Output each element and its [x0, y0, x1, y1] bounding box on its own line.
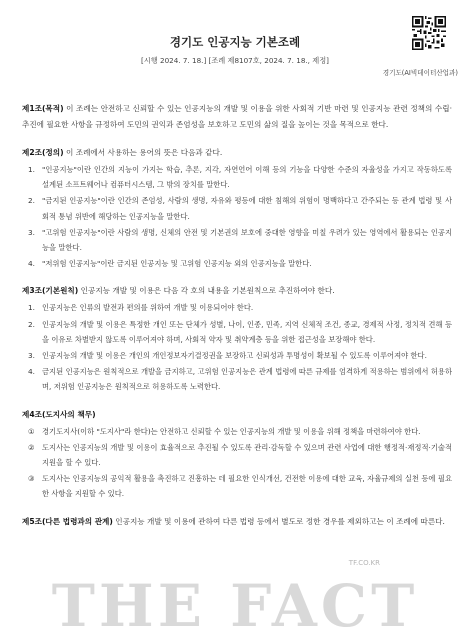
article-heading	[22, 407, 452, 423]
item-number: ①	[28, 426, 35, 436]
article-text: 이 조례는 안전하고 신뢰할 수 있는 인공지능의 개발 및 이용을 위한 사회적 기반 마련 및 인공지능 관련 정책의 수립·추진에 필요한 사항을 규정하여 도민의 권익과 존엄성을 보호하고 도민의 삶의 질을 높이는 것을 목적으로 한다.	[22, 104, 452, 129]
list-item	[22, 364, 452, 394]
article-2	[22, 145, 452, 271]
document-title: 경기도 인공지능 기본조례	[169, 35, 301, 49]
item-text: "저위험 인공지능"이란 금지된 인공지능 및 고위험 인공지능 외의 인공지능을 말한다.	[42, 259, 312, 269]
item-number: 1.	[28, 165, 35, 174]
list-item	[22, 162, 452, 192]
article-text: 인공지능 개발 및 이용은 다음 각 호의 내용을 기본원칙으로 추진하여야 한다.	[78, 286, 335, 296]
item-number: 3.	[28, 227, 35, 237]
qr-code-icon[interactable]	[412, 16, 446, 50]
item-text: 인공지능의 개발 및 이용은 특정한 개인 또는 단체가 성별, 나이, 인종, 민족, 지역 신체적 조건, 종교, 경제적 사정, 정치적 견해 등을 이유로 차별받지 않도록 이루어져야 하며, 사회적 약자 및 취약계층 등을 위한 접근성을 보장해야 한다.	[42, 319, 452, 344]
item-number: 2.	[28, 319, 35, 329]
list-item	[22, 471, 452, 501]
list-item	[22, 300, 452, 315]
article-label: 제1조(목적)	[22, 104, 64, 113]
watermark-logo: THE FACT	[51, 572, 419, 640]
article-label: 제2조(정의)	[22, 148, 64, 157]
article-text: 인공지능 개발 및 이용에 관하여 다른 법령 등에서 별도로 정한 경우를 제외하고는 이 조례에 따른다.	[112, 516, 445, 526]
item-text: 경기도지사(이하 "도지사"라 한다)는 안전하고 신뢰할 수 있는 인공지능의 개발 및 이용을 위해 정책을 마련하여야 한다.	[42, 426, 421, 436]
item-number: 4.	[28, 259, 35, 269]
list-item	[22, 193, 452, 223]
article-3	[22, 283, 452, 394]
article-label: 제5조(다른 법령과의 관계)	[22, 516, 113, 526]
item-text: 인공지능은 인류의 발전과 편의를 위하여 개발 및 이용되어야 한다.	[42, 303, 254, 313]
article-label: 제4조(도지사의 책무)	[22, 409, 96, 419]
item-number: 1.	[28, 303, 35, 313]
item-text: "금지된 인공지능"이란 인간의 존엄성, 사람의 생명, 자유와 평등에 대한 침해의 위험이 명백하다고 간주되는 등 관계 법령 및 사회적 통념 위반에 해당하는 인공지능을 말한다.	[42, 196, 452, 221]
list-item	[22, 225, 452, 255]
article-label: 제3조(기본원칙)	[22, 286, 79, 296]
item-number: 4.	[28, 367, 35, 377]
item-text: "고위험 인공지능"이란 사람의 생명, 신체의 안전 및 기본권의 보호에 중대한 영향을 미칠 우려가 있는 영역에서 활용되는 인공지능을 말한다.	[42, 227, 452, 253]
item-number: 2.	[28, 196, 35, 206]
article-heading	[22, 101, 452, 133]
article-5	[22, 514, 452, 530]
item-number: ②	[28, 442, 35, 452]
item-text: 인공지능의 개발 및 이용은 개인의 개인정보자기결정권을 보장하고 신뢰성과 투명성이 확보될 수 있도록 이루어져야 한다.	[42, 351, 427, 361]
item-text: 도지사는 인공지능의 공익적 활용을 촉진하고 진흥하는 데 필요한 인식개선, 건전한 이용에 대한 교육, 자율규제의 실천 등에 필요한 사항을 지원할 수 있다.	[42, 474, 452, 499]
item-number: ③	[28, 474, 35, 484]
item-number: 3.	[28, 351, 35, 361]
item-text: 도지사는 인공지능의 개발 및 이용이 효율적으로 추진될 수 있도록 관리·감독할 수 있으며 관련 사업에 대한 행정적·재정적·기술적 지원을 할 수 있다.	[42, 442, 452, 468]
document-body	[22, 101, 452, 542]
list-item	[22, 424, 452, 439]
article-4	[22, 407, 452, 502]
item-text: "인공지능"이란 인간의 지능이 가지는 학습, 추론, 지각, 자연언어 이해 등의 기능을 다양한 수준의 자율성을 가지고 작동하도록 설계된 소프트웨어나 컴퓨터시스템, 그 밖의 장치를 말한다.	[42, 165, 452, 190]
article-1	[22, 101, 452, 133]
list-item	[22, 440, 452, 470]
list-item	[22, 256, 452, 271]
department-label: 경기도(AI빅데이터산업과)	[382, 69, 458, 77]
list-item	[22, 317, 452, 347]
article-heading	[22, 145, 452, 161]
item-text: 금지된 인공지능은 원칙적으로 개발을 금지하고, 고위험 인공지능은 관계 법령에 따른 규제를 엄격하게 적용하는 범위에서 허용하며, 저위험 인공지능은 원칙적으로 허용하도록 노력한다.	[42, 367, 452, 392]
article-heading	[22, 514, 452, 530]
watermark-url: TF.CO.KR	[348, 559, 380, 567]
enforcement-info: [시행 2024. 7. 18.] [조례 제8107호, 2024. 7. 18., 제정]	[141, 56, 329, 65]
article-heading	[22, 283, 452, 299]
list-item	[22, 348, 452, 363]
article-text: 이 조례에서 사용하는 용어의 뜻은 다음과 같다.	[63, 148, 223, 157]
